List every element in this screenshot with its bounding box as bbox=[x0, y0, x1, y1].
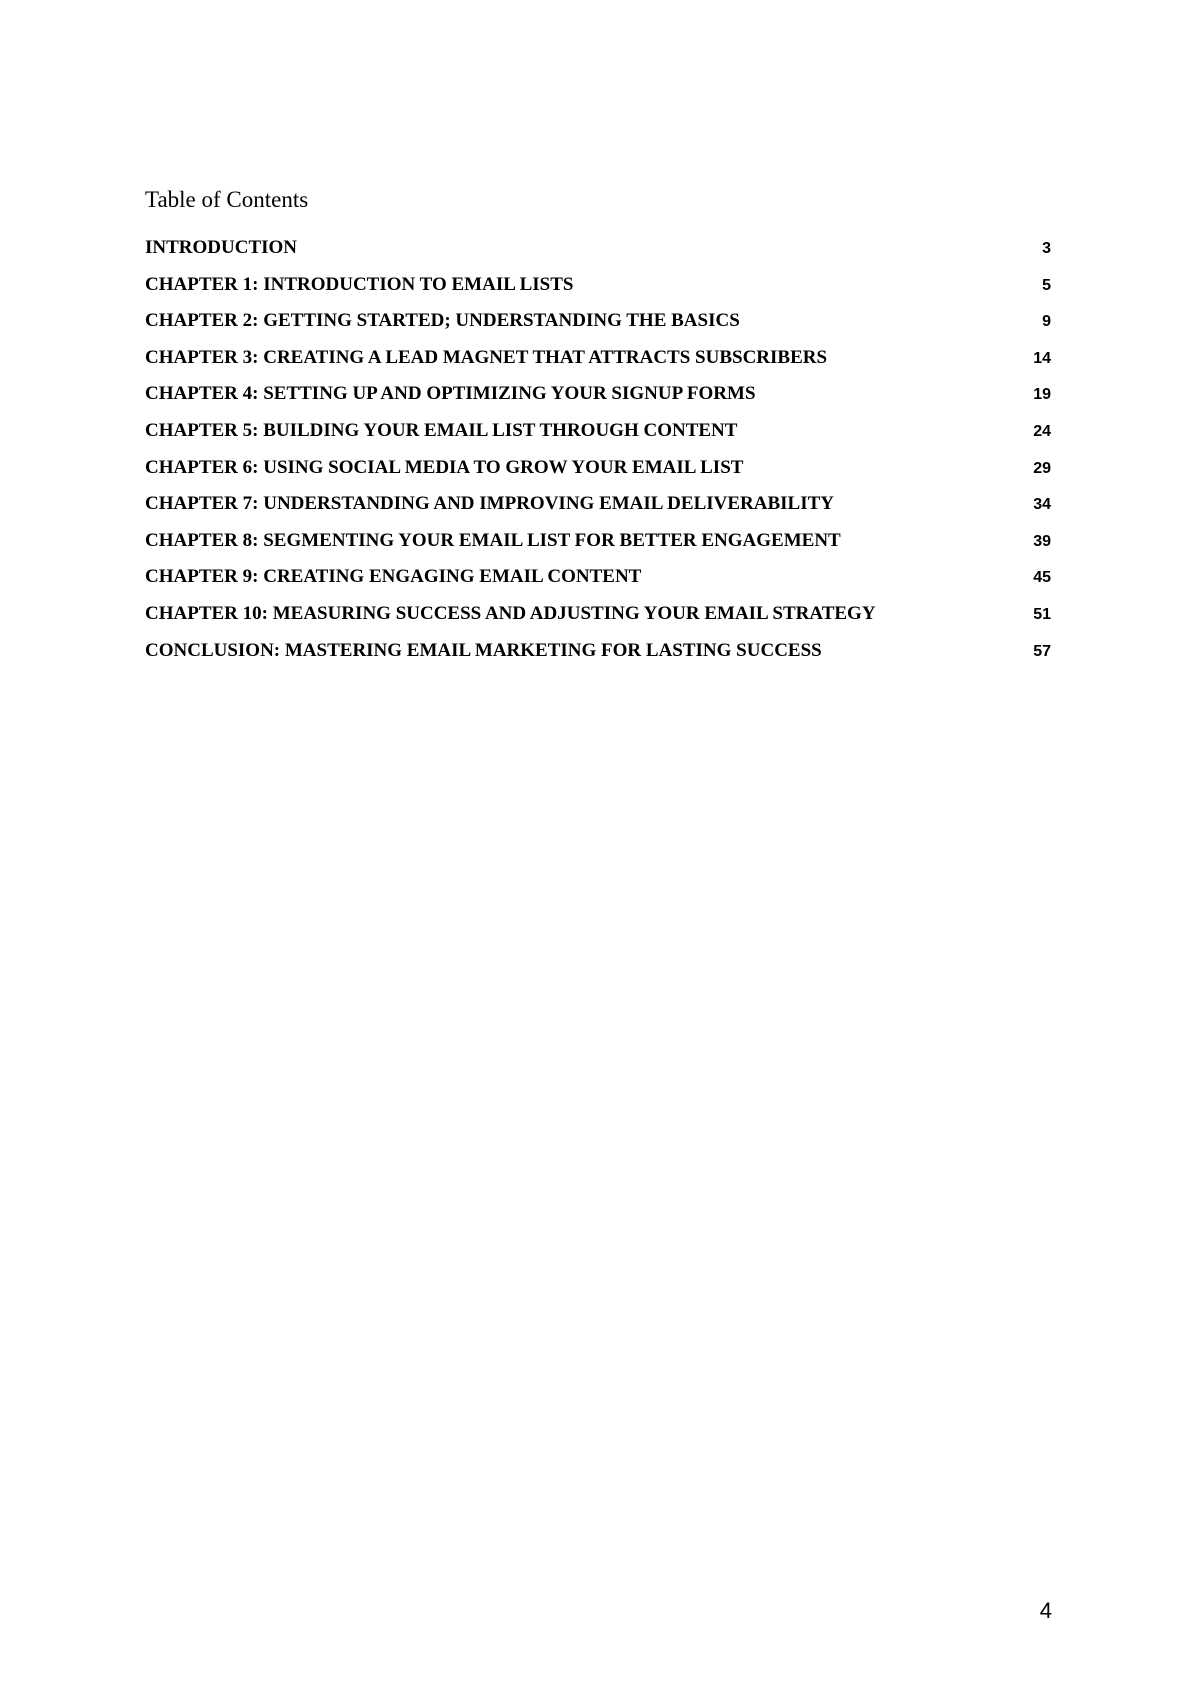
toc-entry-label: CHAPTER 7: UNDERSTANDING AND IMPROVING EMAIL DELIVERABILITY bbox=[145, 493, 835, 515]
toc-entry-chapter-5[interactable] bbox=[145, 419, 1051, 456]
toc-entry-page-number: 57 bbox=[1033, 642, 1051, 660]
toc-entry-page-number: 5 bbox=[1042, 276, 1051, 294]
toc-entry-label: CHAPTER 1: INTRODUCTION TO EMAIL LISTS bbox=[145, 273, 574, 295]
toc-entry-label: CHAPTER 2: GETTING STARTED; UNDERSTANDING THE BASICS bbox=[145, 310, 740, 332]
toc-entry-chapter-10[interactable] bbox=[145, 602, 1051, 639]
toc-entry-chapter-9[interactable] bbox=[145, 565, 1051, 602]
toc-entry-chapter-2[interactable] bbox=[145, 309, 1051, 346]
toc-entry-label: CHAPTER 4: SETTING UP AND OPTIMIZING YOUR SIGNUP FORMS bbox=[145, 383, 756, 405]
toc-entry-label: CONCLUSION: MASTERING EMAIL MARKETING FOR LASTING SUCCESS bbox=[145, 639, 822, 661]
toc-entry-chapter-8[interactable] bbox=[145, 529, 1051, 566]
page-number: 4 bbox=[1039, 1598, 1052, 1623]
toc-entry-label: CHAPTER 9: CREATING ENGAGING EMAIL CONTENT bbox=[145, 566, 642, 588]
toc-entry-conclusion[interactable] bbox=[145, 639, 1051, 676]
toc-entry-page-number: 14 bbox=[1033, 349, 1051, 367]
toc-entry-chapter-7[interactable] bbox=[145, 492, 1051, 529]
toc-entry-chapter-3[interactable] bbox=[145, 346, 1051, 383]
toc-entry-chapter-6[interactable] bbox=[145, 456, 1051, 493]
toc-entry-introduction[interactable] bbox=[145, 236, 1051, 273]
toc-entry-page-number: 29 bbox=[1033, 459, 1051, 477]
toc-entry-chapter-4[interactable] bbox=[145, 382, 1051, 419]
toc-entry-page-number: 39 bbox=[1033, 532, 1051, 550]
toc-entry-page-number: 3 bbox=[1042, 240, 1051, 257]
toc-entry-page-number: 24 bbox=[1033, 422, 1051, 440]
toc-entry-label: CHAPTER 6: USING SOCIAL MEDIA TO GROW YOUR EMAIL LIST bbox=[145, 456, 744, 478]
toc-title: Table of Contents bbox=[145, 187, 309, 212]
toc-entry-page-number: 19 bbox=[1033, 386, 1051, 404]
toc-entry-label: CHAPTER 8: SEGMENTING YOUR EMAIL LIST FOR BETTER ENGAGEMENT bbox=[145, 529, 841, 551]
toc-entry-page-number: 51 bbox=[1033, 605, 1051, 623]
toc-entry-chapter-1[interactable] bbox=[145, 273, 1051, 310]
toc-list bbox=[145, 236, 1051, 675]
toc-entry-page-number: 34 bbox=[1033, 496, 1051, 514]
toc-entry-label: INTRODUCTION bbox=[145, 237, 298, 258]
toc-entry-label: CHAPTER 3: CREATING A LEAD MAGNET THAT ATTRACTS SUBSCRIBERS bbox=[145, 346, 828, 368]
toc-entry-label: CHAPTER 5: BUILDING YOUR EMAIL LIST THROUGH CONTENT bbox=[145, 419, 738, 441]
toc-entry-label: CHAPTER 10: MEASURING SUCCESS AND ADJUSTING YOUR EMAIL STRATEGY bbox=[145, 602, 876, 624]
toc-entry-page-number: 45 bbox=[1033, 569, 1051, 587]
toc-entry-page-number: 9 bbox=[1042, 313, 1051, 331]
